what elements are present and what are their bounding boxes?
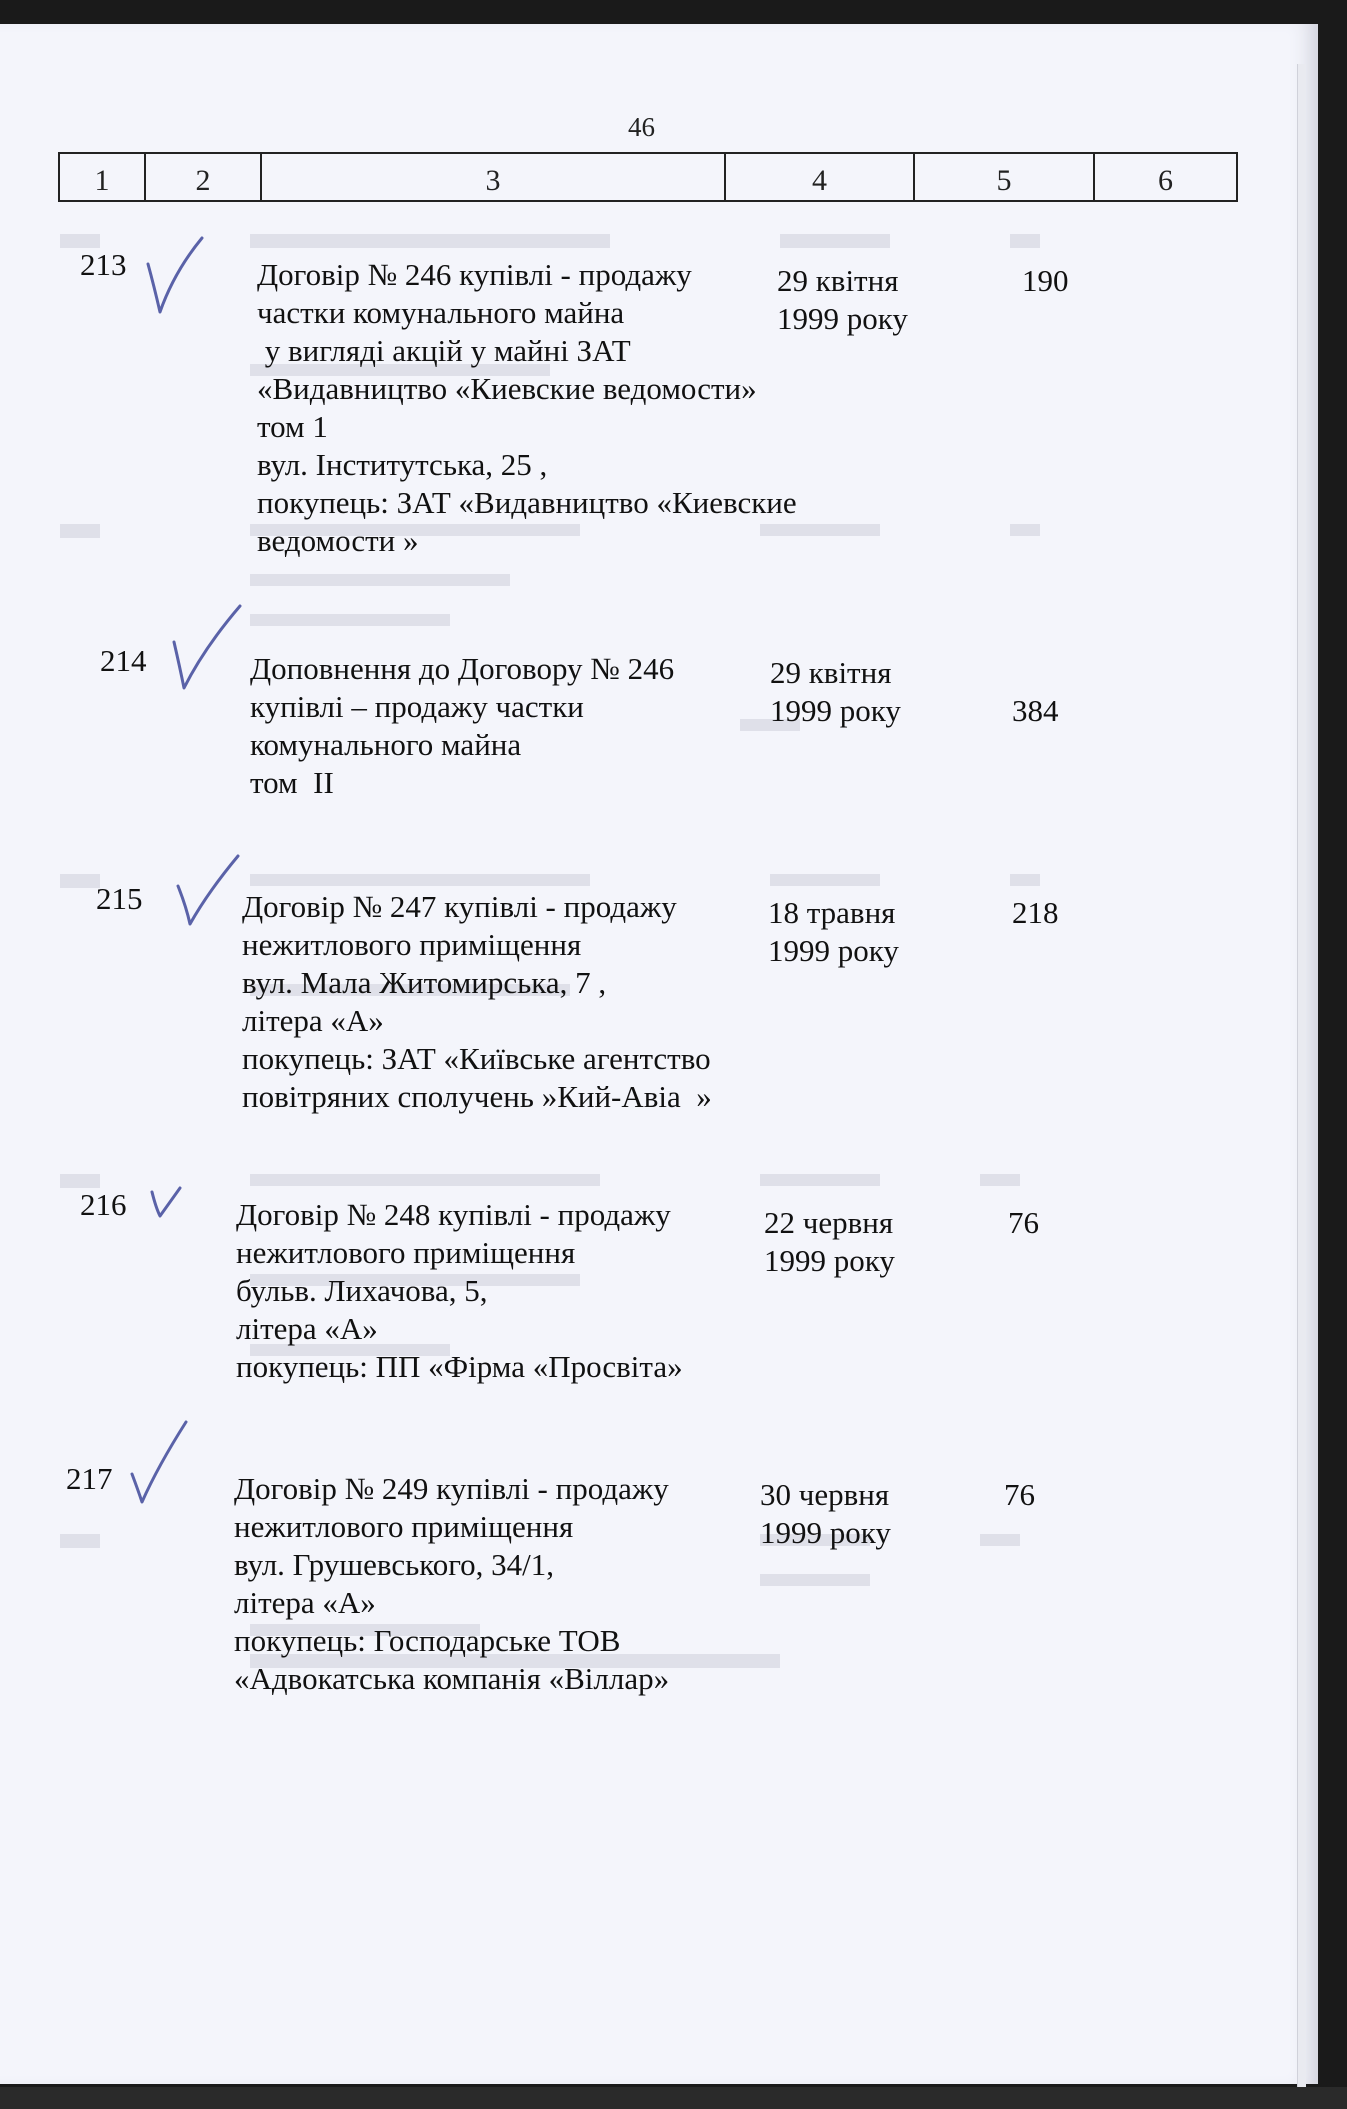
entry-date: 18 травня 1999 року [768, 895, 899, 968]
entry-description: Договір № 249 купівлі - продажу нежитлового приміщення вул. Грушевського, 34/1, літера «А» покупець: Господарське ТОВ «Адвокатська компанія «Віллар» [234, 1471, 670, 1696]
entry-number: 214 [100, 643, 147, 678]
entry-date: 30 червня 1999 року [760, 1477, 891, 1550]
column-3-header: 3 [261, 153, 725, 201]
entry-column-5-value: 384 [1012, 693, 1059, 728]
entry-description: Договір № 246 купівлі - продажу частки комунального майна у вигляді акцій у майні ЗАТ «Видавництво «Киевские ведомости» том 1 вул. Інститутська, 25 , покупець: ЗАТ «Видавництво «Киевские ведомости » [257, 257, 797, 558]
document-page [0, 24, 1318, 2084]
scan-bottom-edge [0, 2087, 1347, 2109]
entry-number: 217 [66, 1461, 113, 1496]
entry-description: Договір № 247 купівлі - продажу нежитлового приміщення вул. Мала Житомирська, 7 , літера «А» покупець: ЗАТ «Київське агентство повітряних сполучень »Кий-Авіа » [242, 889, 712, 1114]
entry-column-5-value: 190 [1022, 263, 1069, 298]
page-edge [1297, 64, 1306, 2104]
entry-column-5-value: 76 [1008, 1205, 1039, 1240]
entry-number: 216 [80, 1187, 127, 1222]
entry-description: Договір № 248 купівлі - продажу нежитлового приміщення бульв. Лихачова, 5, літера «А» покупець: ПП «Фірма «Просвіта» [236, 1197, 683, 1384]
checkmark-icon [140, 224, 210, 324]
entry-date: 22 червня 1999 року [764, 1205, 895, 1278]
column-1-header: 1 [59, 153, 145, 201]
entry-date: 29 квітня 1999 року [770, 655, 901, 728]
column-6-header: 6 [1094, 153, 1237, 201]
column-4-header: 4 [725, 153, 914, 201]
entry-date: 29 квітня 1999 року [777, 263, 908, 336]
entry-number: 215 [96, 881, 143, 916]
page-number: 46 [628, 112, 655, 142]
checkmark-icon [124, 1414, 204, 1514]
checkmark-icon [168, 592, 248, 702]
entry-number: 213 [80, 247, 127, 282]
entry-column-5-value: 218 [1012, 895, 1059, 930]
entry-column-5-value: 76 [1004, 1477, 1035, 1512]
checkmark-icon [168, 846, 248, 936]
column-header-table [58, 152, 1238, 202]
column-5-header: 5 [914, 153, 1094, 201]
checkmark-icon [146, 1184, 186, 1224]
column-2-header: 2 [145, 153, 261, 201]
entry-description: Доповнення до Договору № 246 купівлі – продажу частки комунального майна том II [250, 651, 675, 800]
